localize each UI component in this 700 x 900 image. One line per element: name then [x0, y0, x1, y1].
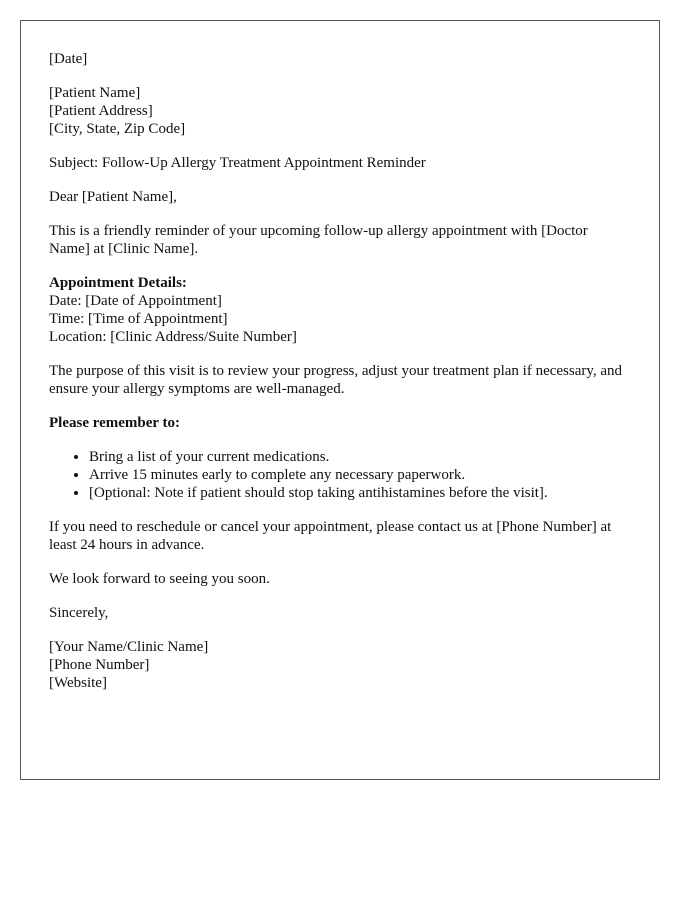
appointment-location: Location: [Clinic Address/Suite Number]: [49, 329, 297, 345]
list-item: • Bring a list of your current medications.: [89, 448, 631, 466]
letter-greeting: Dear [Patient Name],: [49, 189, 177, 205]
reminders-list: [49, 448, 631, 502]
recipient-city-state-zip: [City, State, Zip Code]: [49, 121, 186, 137]
letter-page: [20, 20, 660, 780]
appointment-time: Time: [Time of Appointment]: [49, 311, 228, 327]
sender-phone: [Phone Number]: [49, 657, 150, 673]
letter-subject: Subject: Follow-Up Allergy Treatment Appointment Reminder: [49, 155, 426, 171]
intro-paragraph: This is a friendly reminder of your upcoming follow-up allergy appointment with [Doctor Name] at [Clinic Name].: [49, 223, 588, 257]
sender-name: [Your Name/Clinic Name]: [49, 639, 209, 655]
recipient-address: [Patient Address]: [49, 103, 153, 119]
sender-block: [49, 638, 631, 692]
list-item: • Arrive 15 minutes early to complete any necessary paperwork.: [89, 466, 631, 484]
closing-note: We look forward to seeing you soon.: [49, 571, 270, 587]
recipient-block: [49, 84, 631, 138]
recipient-name: [Patient Name]: [49, 85, 141, 101]
appointment-heading: Appointment Details:: [49, 275, 187, 291]
reschedule-paragraph: If you need to reschedule or cancel your appointment, please contact us at [Phone Number] at least 24 hours in advance.: [49, 519, 612, 553]
signoff: Sincerely,: [49, 605, 109, 621]
sender-website: [Website]: [49, 675, 107, 691]
appointment-date: Date: [Date of Appointment]: [49, 293, 222, 309]
list-item: • [Optional: Note if patient should stop taking antihistamines before the visit].: [89, 484, 631, 502]
reminders-heading: Please remember to:: [49, 415, 181, 431]
appointment-details: [49, 274, 631, 346]
purpose-paragraph: The purpose of this visit is to review your progress, adjust your treatment plan if necessary, and ensure your allergy symptoms are well-managed.: [49, 363, 623, 397]
letter-date: [Date]: [49, 51, 88, 67]
